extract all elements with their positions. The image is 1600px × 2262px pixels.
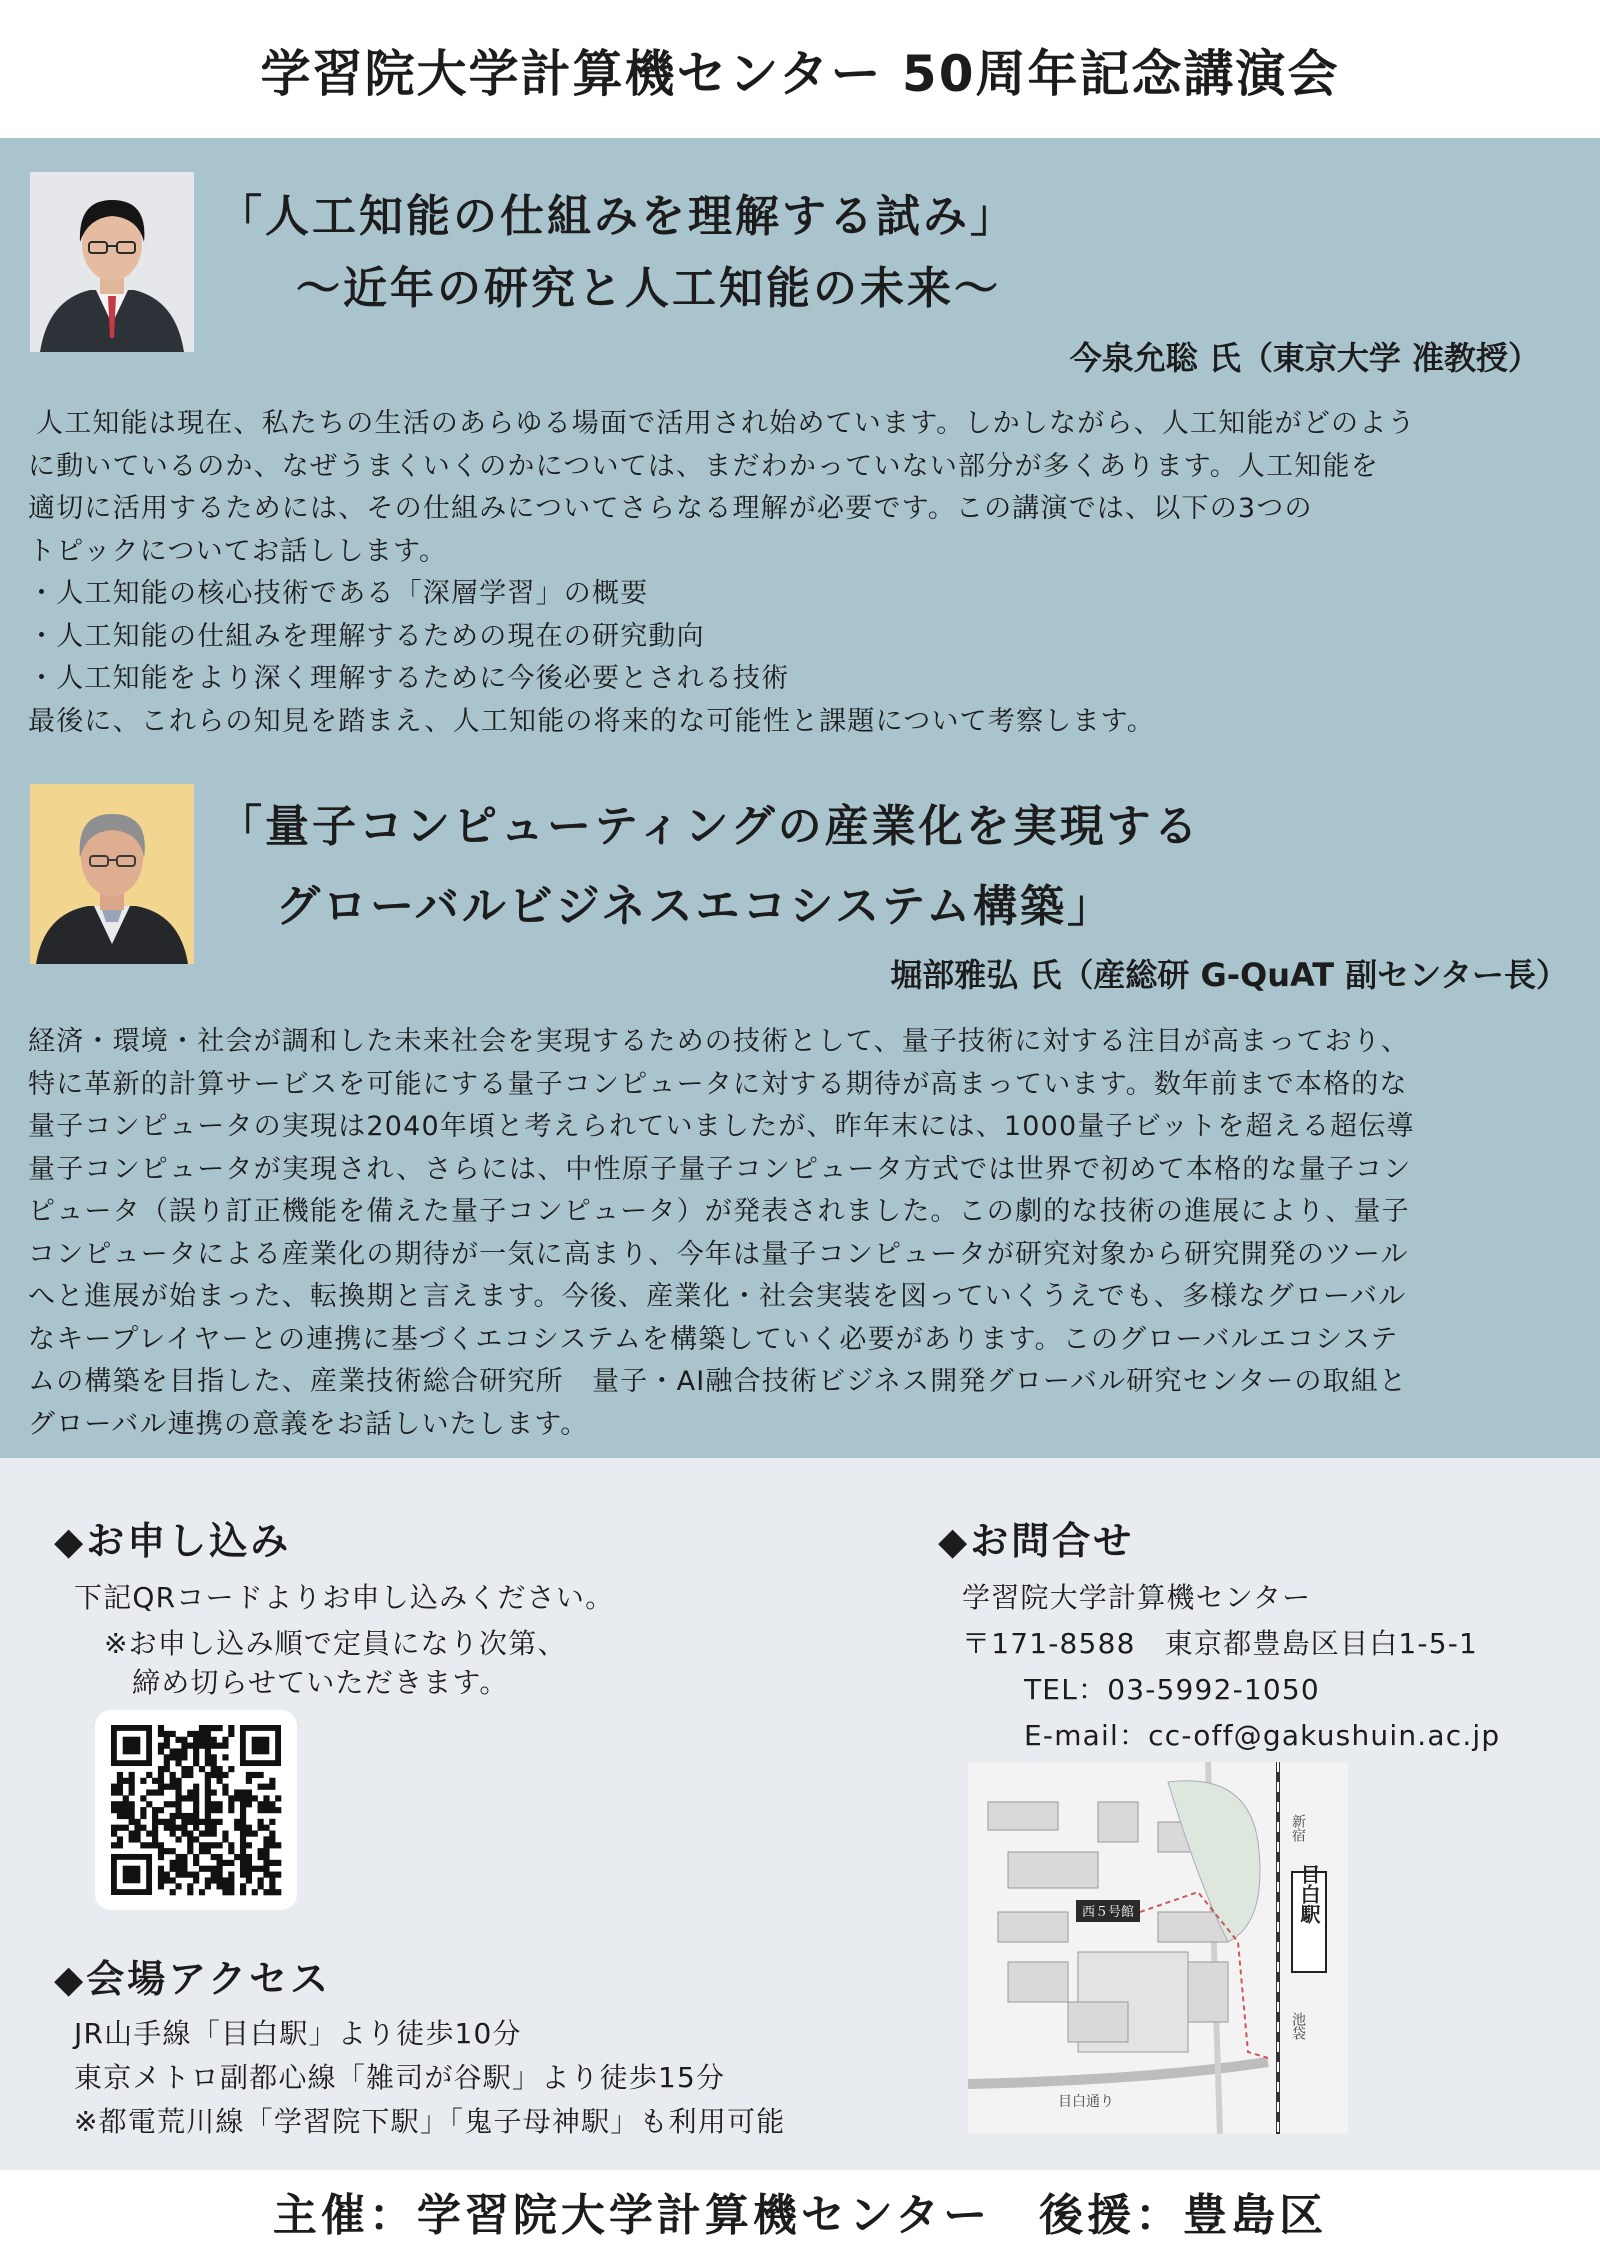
qr-code[interactable] xyxy=(95,1710,297,1910)
abstract-line: 人工知能は現在、私たちの生活のあらゆる場面で活用され始めています。しかしながら、人工知能がどのよう xyxy=(36,408,1416,439)
abstract-line: 特に革新的計算サービスを可能にする量子コンピュータに対する期待が高まっています。数年前まで本格的な xyxy=(28,1068,1408,1100)
speaker1-photo xyxy=(30,172,194,352)
apply-note: ※お申し込み順で定員になり次第、 xyxy=(104,1627,567,1660)
footer-organizer: 主催：学習院大学計算機センター 後援：豊島区 xyxy=(0,2170,1600,2262)
talk1-title: 「人工知能の仕組みを理解する試み」 xyxy=(218,191,1017,242)
map-line-top: 新宿 xyxy=(1290,1814,1306,1842)
abstract-line: ・人工知能の核心技術である「深層学習」の概要 xyxy=(28,578,649,609)
abstract-line: ・人工知能の仕組みを理解するための現在の研究動向 xyxy=(28,620,705,652)
map-line-bottom: 池袋 xyxy=(1290,2012,1306,2040)
campus-map xyxy=(968,1762,1348,2134)
talk2-speaker: 堀部雅弘 氏（産総研 G-QuAT 副センター長） xyxy=(890,956,1568,994)
talk1-abstract xyxy=(28,403,1576,743)
talk1-subtitle: ～近年の研究と人工知能の未来～ xyxy=(296,263,1001,314)
abstract-line: ムの構築を目指した、産業技術総合研究所 量子・AI融合技術ビジネス開発グローバル研究センターの取組と xyxy=(28,1366,1408,1397)
access-title: ◆会場アクセス xyxy=(54,1957,332,2001)
access-line: ※都電荒川線「学習院下駅」「鬼子母神駅」も利用可能 xyxy=(74,2105,786,2138)
access-line: JR山手線「目白駅」より徒歩10分 xyxy=(74,2017,522,2050)
abstract-line: へと進展が始まった、転換期と言えます。今後、産業化・社会実装を図っていくうえでも、多様なグローバル xyxy=(28,1281,1407,1312)
speaker2-photo xyxy=(30,784,194,964)
abstract-line: 最後に、これらの知見を踏まえ、人工知能の将来的な可能性と課題について考察します。 xyxy=(28,705,1155,737)
talk1-speaker: 今泉允聡 氏（東京大学 准教授） xyxy=(1069,339,1540,377)
map-road-label: 目白通り xyxy=(1058,2094,1114,2110)
apply-text: 下記QRコードよりお申し込みください。 xyxy=(74,1581,615,1614)
abstract-line: 量子コンピュータの実現は2040年頃と考えられていましたが、昨年末には、1000量子ビットを超える超伝導 xyxy=(28,1111,1415,1142)
access-line: 東京メトロ副都心線「雑司が谷駅」より徒歩15分 xyxy=(74,2061,726,2094)
abstract-line: ピュータ（誤り訂正機能を備えた量子コンピュータ）が発表されました。この劇的な技術の進展により、量子 xyxy=(28,1196,1410,1227)
map-building-label: 西５号館 xyxy=(1081,1905,1135,1920)
apply-title: ◆お申し込み xyxy=(54,1519,292,1563)
abstract-line: ・人工知能をより深く理解するために今後必要とされる技術 xyxy=(28,663,790,694)
abstract-line: トピックについてお話しします。 xyxy=(28,535,448,567)
abstract-line: 適切に活用するためには、その仕組みについてさらなる理解が必要です。この講演では、以下の3つの xyxy=(28,493,1313,524)
contact-email[interactable]: E-mail：cc-off@gakushuin.ac.jp xyxy=(1024,1719,1501,1752)
contact-tel: TEL：03-5992-1050 xyxy=(1024,1673,1320,1706)
abstract-line: 量子コンピュータが実現され、さらには、中性原子量子コンピュータ方式では世界で初めて本格的な量子コン xyxy=(28,1153,1412,1185)
abstract-line: グローバル連携の意義をお話しいたします。 xyxy=(28,1408,589,1440)
contact-title: ◆お問合せ xyxy=(938,1519,1135,1563)
abstract-line: に動いているのか、なぜうまくいくのかについては、まだわかっていない部分が多くあります。人工知能を xyxy=(28,450,1379,482)
talk2-abstract xyxy=(28,1021,1576,1446)
abstract-line: 経済・環境・社会が調和した未来社会を実現するための技術として、量子技術に対する注目が高まっており、 xyxy=(28,1026,1410,1057)
abstract-line: なキープレイヤーとの連携に基づくエコシステムを構築していく必要があります。このグローバルエコシステ xyxy=(28,1323,1399,1355)
page-title: 学習院大学計算機センター 50周年記念講演会 xyxy=(260,45,1340,103)
map-station-label: 目白駅 xyxy=(1297,1864,1321,1924)
abstract-line: コンピュータによる産業化の期待が一気に高まり、今年は量子コンピュータが研究対象から研究開発のツール xyxy=(28,1238,1409,1270)
contact-org: 学習院大学計算機センター xyxy=(962,1581,1312,1614)
apply-note: 締め切らせていただきます。 xyxy=(132,1666,509,1699)
contact-address: 〒171-8588 東京都豊島区目白1-5-1 xyxy=(962,1627,1479,1660)
talk2-title-line2: グローバルビジネスエコシステム構築」 xyxy=(276,881,1115,932)
talk2-title: 「量子コンピューティングの産業化を実現する xyxy=(218,801,1201,852)
